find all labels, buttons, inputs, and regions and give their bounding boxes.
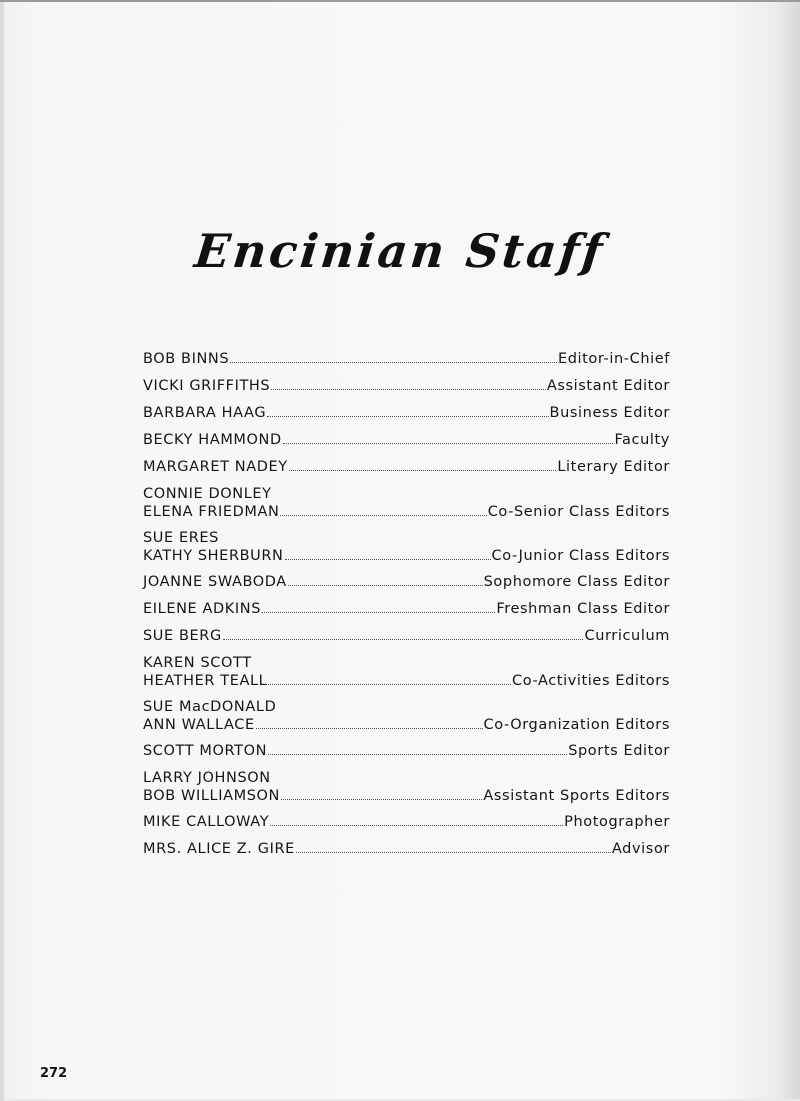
staff-role: Business Editor [549, 405, 670, 421]
staff-entry [143, 627, 670, 645]
staff-name: SCOTT MORTON [143, 743, 268, 759]
staff-line [143, 377, 670, 395]
staff-entry [143, 350, 670, 368]
staff-line [143, 600, 670, 618]
staff-line [143, 840, 670, 858]
staff-name: EILENE ADKINS [143, 601, 262, 617]
staff-role: Co-Junior Class Editors [491, 548, 670, 564]
staff-role: Assistant Sports Editors [483, 788, 670, 804]
staff-entry [143, 698, 670, 734]
staff-role: Assistant Editor [546, 378, 670, 394]
staff-line [143, 654, 670, 672]
staff-line [143, 742, 670, 760]
staff-line [143, 672, 670, 690]
dot-leader [256, 727, 483, 729]
staff-line [143, 787, 670, 805]
staff-name: BARBARA HAAG [143, 405, 267, 421]
dot-leader [223, 638, 584, 640]
staff-entry [143, 404, 670, 422]
staff-entry [143, 654, 670, 690]
staff-role: Sophomore Class Editor [483, 574, 670, 590]
dot-leader [271, 388, 546, 390]
staff-name: LARRY JOHNSON [143, 770, 271, 786]
staff-line [143, 404, 670, 422]
staff-role: Editor-in-Chief [557, 351, 670, 367]
dot-leader [267, 415, 548, 417]
dot-leader [285, 558, 491, 560]
staff-name: ANN WALLACE [143, 717, 255, 733]
staff-entry [143, 529, 670, 565]
dot-leader [283, 442, 614, 444]
staff-line [143, 716, 670, 734]
staff-line [143, 698, 670, 716]
staff-role: Faculty [614, 432, 670, 448]
staff-list [143, 350, 670, 867]
staff-line [143, 431, 670, 449]
dot-leader [289, 469, 557, 471]
dot-leader [281, 798, 482, 800]
staff-line [143, 458, 670, 476]
dot-leader [296, 851, 611, 853]
staff-name: BOB WILLIAMSON [143, 788, 281, 804]
staff-line [143, 573, 670, 591]
staff-name: SUE BERG [143, 628, 222, 644]
dot-leader [288, 584, 483, 586]
staff-role: Sports Editor [568, 743, 670, 759]
staff-name: MARGARET NADEY [143, 459, 288, 475]
staff-role: Advisor [611, 841, 670, 857]
staff-entry [143, 813, 670, 831]
staff-role: Co-Activities Editors [511, 673, 670, 689]
staff-entry [143, 485, 670, 521]
staff-line [143, 813, 670, 831]
staff-name: KATHY SHERBURN [143, 548, 284, 564]
staff-entry [143, 742, 670, 760]
staff-name: SUE MacDONALD [143, 699, 277, 715]
staff-name: MIKE CALLOWAY [143, 814, 270, 830]
staff-name: ELENA FRIEDMAN [143, 504, 280, 520]
staff-name: HEATHER TEALL [143, 673, 268, 689]
page-number: 272 [40, 1066, 68, 1081]
staff-entry [143, 431, 670, 449]
staff-entry [143, 840, 670, 858]
staff-entry [143, 769, 670, 805]
staff-line [143, 350, 670, 368]
dot-leader [268, 753, 567, 755]
staff-entry [143, 573, 670, 591]
page-title: Encinian Staff [192, 224, 608, 278]
staff-name: SUE ERES [143, 530, 219, 546]
staff-entry [143, 377, 670, 395]
staff-role: Co-Organization Editors [483, 717, 670, 733]
staff-line [143, 485, 670, 503]
staff-name: BECKY HAMMOND [143, 432, 282, 448]
staff-entry [143, 458, 670, 476]
staff-line [143, 503, 670, 521]
staff-entry [143, 600, 670, 618]
staff-name: CONNIE DONLEY [143, 486, 272, 502]
staff-role: Co-Senior Class Editors [487, 504, 670, 520]
staff-line [143, 529, 670, 547]
page-edge [0, 2, 4, 1101]
staff-line [143, 627, 670, 645]
staff-name: MRS. ALICE Z. GIRE [143, 841, 295, 857]
staff-name: BOB BINNS [143, 351, 230, 367]
dot-leader [230, 361, 557, 363]
staff-role: Freshman Class Editor [496, 601, 670, 617]
staff-role: Literary Editor [557, 459, 670, 475]
staff-name: VICKI GRIFFITHS [143, 378, 271, 394]
staff-line [143, 769, 670, 787]
staff-line [143, 547, 670, 565]
dot-leader [268, 683, 511, 685]
staff-role: Curriculum [584, 628, 670, 644]
staff-name: KAREN SCOTT [143, 655, 252, 671]
staff-name: JOANNE SWABODA [143, 574, 287, 590]
staff-role: Photographer [564, 814, 670, 830]
dot-leader [262, 611, 495, 613]
dot-leader [280, 514, 486, 516]
dot-leader [270, 824, 563, 826]
